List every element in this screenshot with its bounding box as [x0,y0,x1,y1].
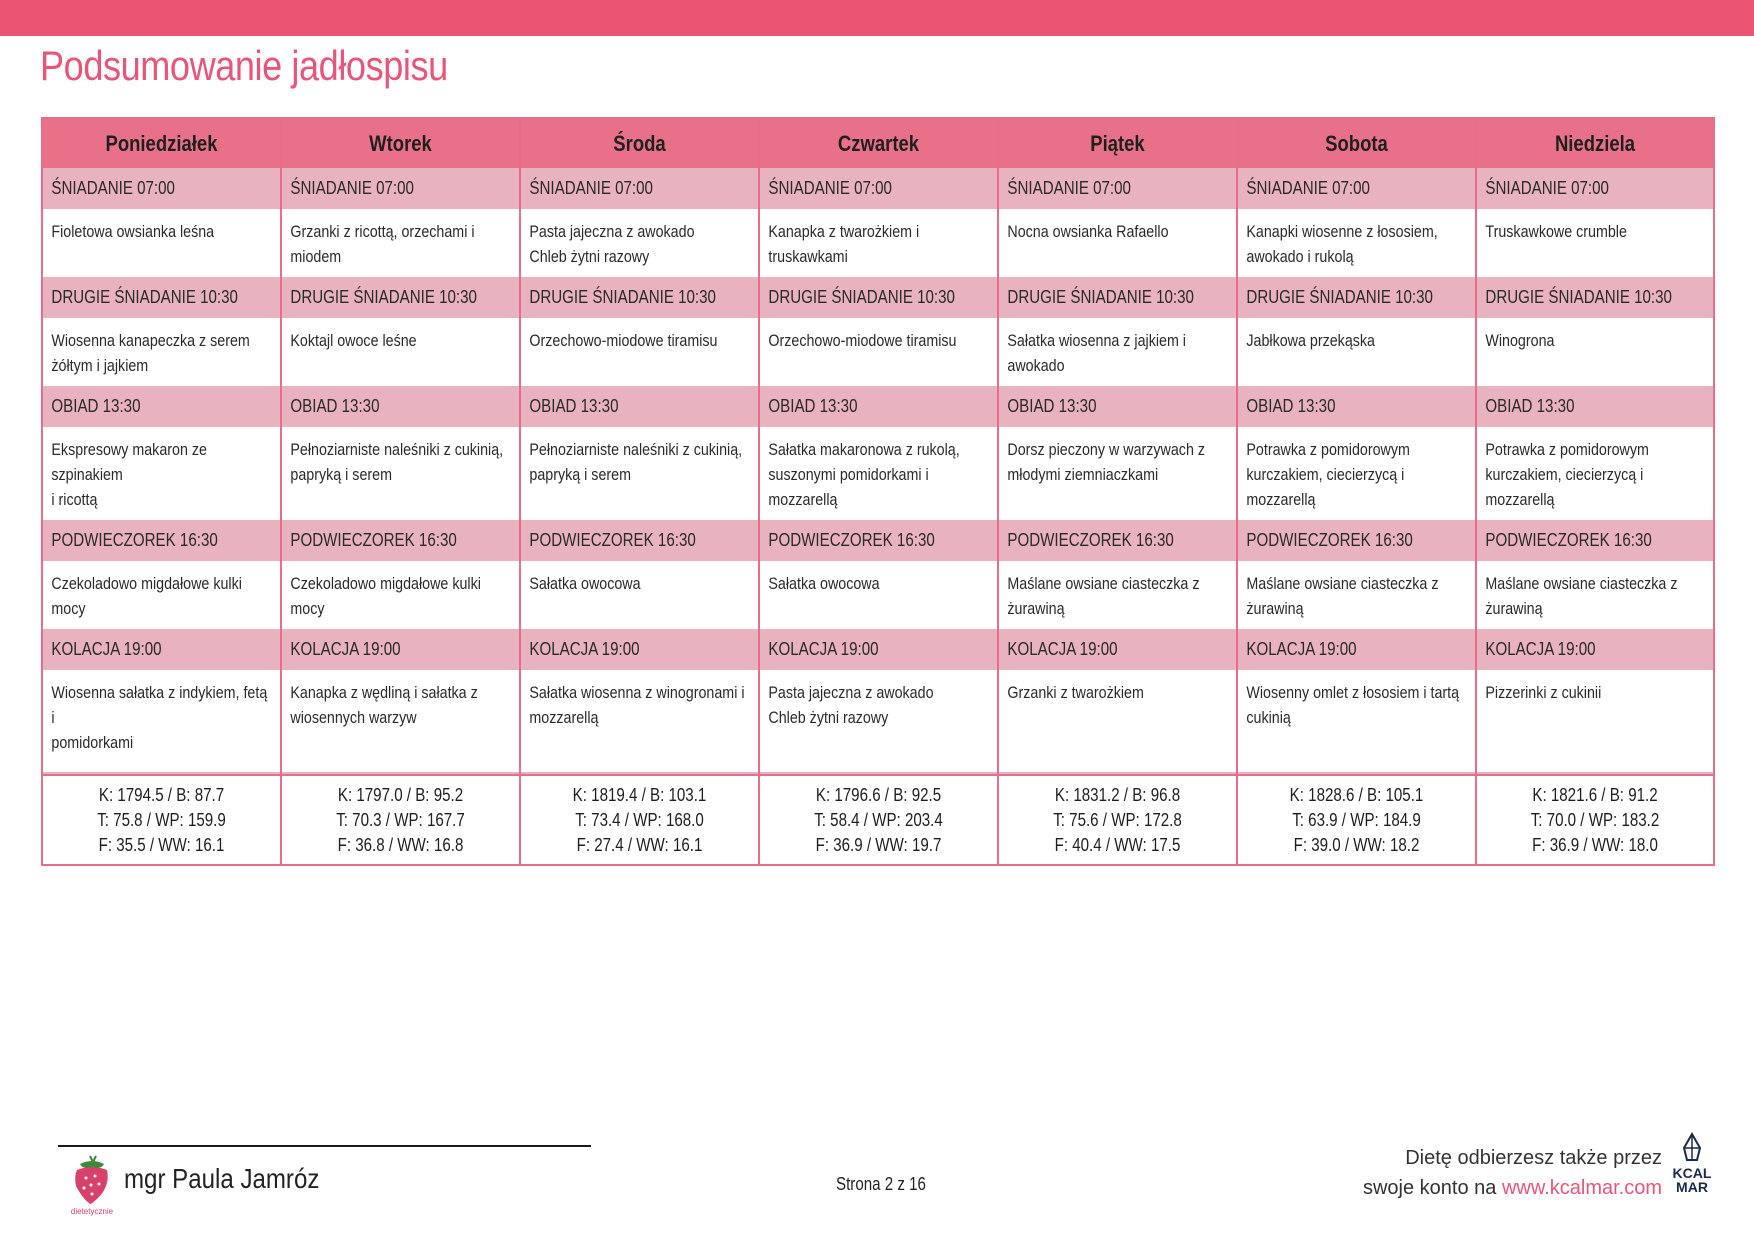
account-promo [1363,1143,1662,1203]
meal-label: OBIAD 13:30 [1476,386,1714,427]
nutrition-line: F: 39.0 / WW: 18.2 [1293,834,1420,855]
dish-cell: Sałatka owocowa [759,561,998,629]
meal-label: DRUGIE ŚNIADANIE 10:30 [1237,277,1476,318]
meal-label: KOLACJA 19:00 [998,629,1237,670]
nutrition-line: K: 1797.0 / B: 95.2 [337,784,464,805]
nutrition-summary [1476,775,1714,865]
dish-cell: Wiosenny omlet z łososiem i tartą cukinią [1237,670,1476,772]
meal-label: KOLACJA 19:00 [42,629,281,670]
meal-label: DRUGIE ŚNIADANIE 10:30 [42,277,281,318]
nutrition-line: F: 36.8 / WW: 16.8 [337,834,464,855]
dish-cell: Sałatka wiosenna z winogronami i mozzarellą [520,670,759,772]
nutrition-summary [759,775,998,865]
meal-label: DRUGIE ŚNIADANIE 10:30 [759,277,998,318]
meal-label: PODWIECZOREK 16:30 [759,520,998,561]
dish-cell: Pasta jajeczna z awokado Chleb żytni razowy [759,670,998,772]
meal-label: ŚNIADANIE 07:00 [42,168,281,209]
dish-row [42,427,1714,520]
day-header: Niedziela [1476,118,1714,168]
meal-label: OBIAD 13:30 [998,386,1237,427]
dish-cell: Dorsz pieczony w warzywach z młodymi ziemniaczkami [998,427,1237,520]
top-accent-bar [0,0,1754,36]
meal-label: KOLACJA 19:00 [520,629,759,670]
page-number: Strona 2 z 16 [836,1174,926,1194]
dish-cell: Grzanki z ricottą, orzechami i miodem [281,209,520,277]
meal-label: OBIAD 13:30 [1237,386,1476,427]
dish-cell: Pizzerinki z cukinii [1476,670,1714,772]
meal-label: ŚNIADANIE 07:00 [998,168,1237,209]
nutrition-line: K: 1831.2 / B: 96.8 [1054,784,1181,805]
dish-cell: Maślane owsiane ciasteczka z żurawiną [998,561,1237,629]
day-header: Piątek [998,118,1237,168]
dietetycznie-logo [62,1152,122,1220]
meal-label: OBIAD 13:30 [42,386,281,427]
nutrition-line: F: 27.4 / WW: 16.1 [576,834,703,855]
nutrition-line: F: 36.9 / WW: 19.7 [815,834,942,855]
day-header: Wtorek [281,118,520,168]
nutrition-line: T: 70.0 / WP: 183.2 [1530,809,1660,830]
dish-cell: Maślane owsiane ciasteczka z żurawiną [1237,561,1476,629]
nutrition-line: T: 70.3 / WP: 167.7 [336,809,465,830]
nutrition-line: F: 35.5 / WW: 16.1 [98,834,225,855]
meal-label: DRUGIE ŚNIADANIE 10:30 [1476,277,1714,318]
nutrition-line: T: 73.4 / WP: 168.0 [575,809,704,830]
nutrition-line: K: 1828.6 / B: 105.1 [1289,784,1424,805]
nutrition-line: F: 36.9 / WW: 18.0 [1532,834,1658,855]
dish-cell: Czekoladowo migdałowe kulki mocy [281,561,520,629]
dish-row [42,209,1714,277]
meal-label: ŚNIADANIE 07:00 [520,168,759,209]
day-header: Środa [520,118,759,168]
page-title: Podsumowanie jadłospisu [40,42,448,89]
meal-label-row [42,277,1714,318]
nutrition-line: K: 1794.5 / B: 87.7 [98,784,225,805]
nutrition-row [42,775,1714,865]
dish-cell: Pełnoziarniste naleśniki z cukinią, papryką i serem [281,427,520,520]
meal-label-row [42,629,1714,670]
dish-cell: Truskawkowe crumble [1476,209,1714,277]
meal-label: PODWIECZOREK 16:30 [1237,520,1476,561]
dish-cell: Jabłkowa przekąska [1237,318,1476,386]
dish-cell: Orzechowo-miodowe tiramisu [759,318,998,386]
meal-label-row [42,168,1714,209]
nutrition-line: K: 1821.6 / B: 91.2 [1532,784,1658,805]
meal-label: ŚNIADANIE 07:00 [759,168,998,209]
dish-cell: Winogrona [1476,318,1714,386]
nutrition-line: T: 75.8 / WP: 159.9 [97,809,226,830]
dish-cell: Wiosenna sałatka z indykiem, fetą i pomidorkami [42,670,281,772]
svg-text:dietetycznie: dietetycznie [70,1207,114,1216]
dish-cell: Kanapka z wędliną i sałatka z wiosennych warzyw [281,670,520,772]
day-header: Czwartek [759,118,998,168]
day-header: Poniedziałek [42,118,281,168]
dish-cell: Wiosenna kanapeczka z serem żółtym i jajkiem [42,318,281,386]
nutrition-summary [520,775,759,865]
dish-cell: Nocna owsianka Rafaello [998,209,1237,277]
meal-label: KOLACJA 19:00 [759,629,998,670]
nutrition-line: T: 58.4 / WP: 203.4 [814,809,943,830]
dish-cell: Pełnoziarniste naleśniki z cukinią, papryką i serem [520,427,759,520]
nutrition-line: K: 1796.6 / B: 92.5 [815,784,942,805]
meal-label: KOLACJA 19:00 [1237,629,1476,670]
kcalmar-logo [1667,1130,1717,1200]
meal-label: ŚNIADANIE 07:00 [281,168,520,209]
dish-cell: Fioletowa owsianka leśna [42,209,281,277]
promo-line: Dietę odbierzesz także przez [1405,1147,1662,1169]
nutrition-line: F: 40.4 / WW: 17.5 [1054,834,1181,855]
meal-label-row [42,520,1714,561]
dish-cell: Pasta jajeczna z awokado Chleb żytni razowy [520,209,759,277]
meal-label: ŚNIADANIE 07:00 [1476,168,1714,209]
dish-cell: Koktajl owoce leśne [281,318,520,386]
meal-label: DRUGIE ŚNIADANIE 10:30 [998,277,1237,318]
meal-label: OBIAD 13:30 [281,386,520,427]
dish-cell: Sałatka wiosenna z jajkiem i awokado [998,318,1237,386]
dish-row [42,670,1714,772]
dish-cell: Potrawka z pomidorowym kurczakiem, ciecierzycą i mozzarellą [1476,427,1714,520]
menu-summary-table [41,117,1715,866]
nutrition-line: T: 63.9 / WP: 184.9 [1292,809,1421,830]
svg-text:MAR: MAR [1676,1179,1708,1195]
svg-text:KCAL: KCAL [1672,1165,1712,1181]
nutrition-summary [42,775,281,865]
day-header-row [42,118,1714,168]
kcalmar-link[interactable]: www.kcalmar.com [1501,1177,1662,1199]
meal-label: DRUGIE ŚNIADANIE 10:30 [281,277,520,318]
nutrition-summary [281,775,520,865]
meal-label: PODWIECZOREK 16:30 [520,520,759,561]
dish-cell: Maślane owsiane ciasteczka z żurawiną [1476,561,1714,629]
dish-cell: Kanapki wiosenne z łososiem, awokado i rukolą [1237,209,1476,277]
nutrition-summary [998,775,1237,865]
meal-label: OBIAD 13:30 [759,386,998,427]
meal-label: PODWIECZOREK 16:30 [42,520,281,561]
meal-label: KOLACJA 19:00 [1476,629,1714,670]
dish-cell: Ekspresowy makaron ze szpinakiem i ricottą [42,427,281,520]
meal-label-row [42,386,1714,427]
dish-cell: Kanapka z twarożkiem i truskawkami [759,209,998,277]
meal-label: DRUGIE ŚNIADANIE 10:30 [520,277,759,318]
dish-row [42,561,1714,629]
meal-label: KOLACJA 19:00 [281,629,520,670]
promo-line-2: swoje konto na www.kcalmar.com [1362,1177,1662,1199]
meal-label: PODWIECZOREK 16:30 [281,520,520,561]
meal-label: PODWIECZOREK 16:30 [998,520,1237,561]
author-name: mgr Paula Jamróz [124,1163,320,1194]
dish-cell: Czekoladowo migdałowe kulki mocy [42,561,281,629]
day-header: Sobota [1237,118,1476,168]
dish-cell: Potrawka z pomidorowym kurczakiem, ciecierzycą i mozzarellą [1237,427,1476,520]
nutrition-line: T: 75.6 / WP: 172.8 [1053,809,1182,830]
dish-cell: Sałatka owocowa [520,561,759,629]
nutrition-summary [1237,775,1476,865]
footer-divider [58,1145,591,1147]
meal-label: OBIAD 13:30 [520,386,759,427]
dish-row [42,318,1714,386]
meal-label: PODWIECZOREK 16:30 [1476,520,1714,561]
dish-cell: Sałatka makaronowa z rukolą, suszonymi pomidorkami i mozzarellą [759,427,998,520]
dish-cell: Grzanki z twarożkiem [998,670,1237,772]
nutrition-line: K: 1819.4 / B: 103.1 [572,784,707,805]
meal-label: ŚNIADANIE 07:00 [1237,168,1476,209]
dish-cell: Orzechowo-miodowe tiramisu [520,318,759,386]
